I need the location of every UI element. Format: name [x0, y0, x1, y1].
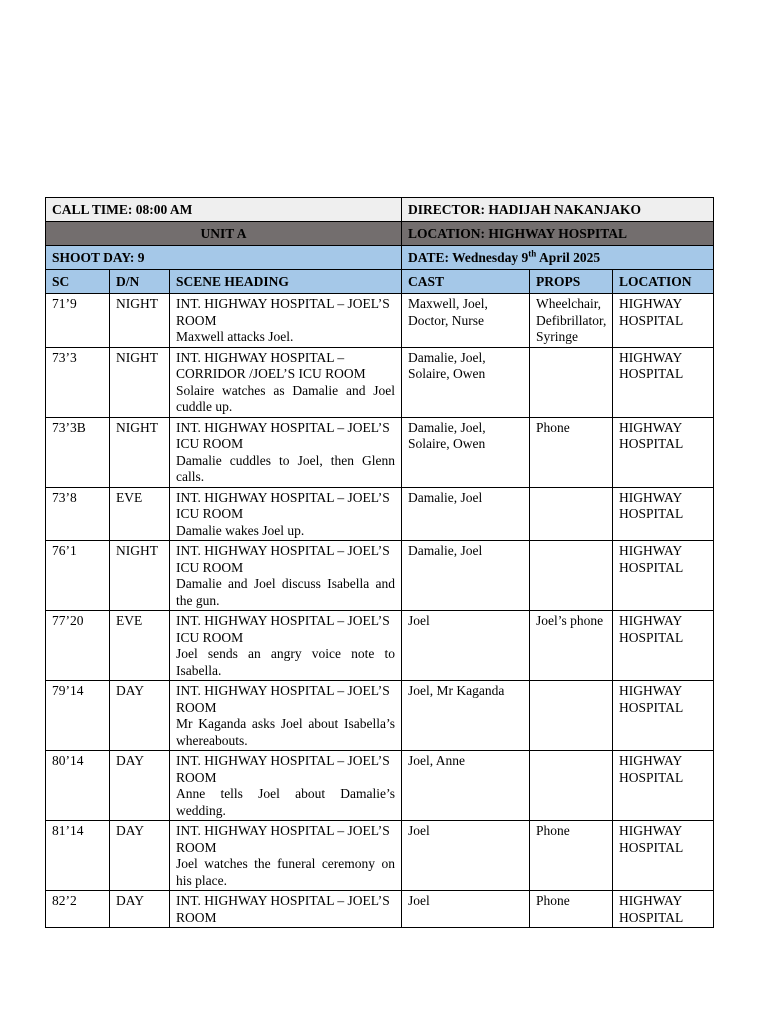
cast: Joel, Anne [402, 751, 530, 821]
scene-heading [170, 751, 402, 821]
scene-heading-title: INT. HIGHWAY HOSPITAL – JOEL’S ROOM [176, 296, 390, 328]
cast: Joel [402, 821, 530, 891]
scene-heading [170, 294, 402, 348]
scene-number: 81’14 [46, 821, 110, 891]
scene-heading-title: INT. HIGHWAY HOSPITAL – JOEL’S ICU ROOM [176, 613, 390, 645]
scene-heading-title: INT. HIGHWAY HOSPITAL – JOEL’S ICU ROOM [176, 543, 390, 575]
scene-number: 73’3 [46, 347, 110, 417]
col-header-cast: CAST [402, 270, 530, 294]
col-header-sc: SC [46, 270, 110, 294]
day-night: NIGHT [110, 541, 170, 611]
cast: Damalie, Joel, Solaire, Owen [402, 417, 530, 487]
location: HIGHWAY HOSPITAL [613, 487, 714, 541]
scene-heading-title: INT. HIGHWAY HOSPITAL – CORRIDOR /JOEL’S ICU ROOM [176, 349, 366, 381]
call-sheet-table [45, 197, 714, 928]
day-night: DAY [110, 891, 170, 928]
scene-heading [170, 347, 402, 417]
scene-heading [170, 891, 402, 928]
location: HIGHWAY HOSPITAL [613, 821, 714, 891]
location: HIGHWAY HOSPITAL [613, 891, 714, 928]
cast: Joel [402, 611, 530, 681]
cast: Damalie, Joel [402, 541, 530, 611]
props: Phone [530, 417, 613, 487]
location: HIGHWAY HOSPITAL [613, 294, 714, 348]
props [530, 541, 613, 611]
call-time-row [46, 198, 714, 222]
scene-heading [170, 611, 402, 681]
props: Phone [530, 891, 613, 928]
day-night: NIGHT [110, 347, 170, 417]
day-night: DAY [110, 751, 170, 821]
scene-description: Mr Kaganda asks Joel about Isabella’s whereabouts. [176, 716, 396, 748]
shoot-day: SHOOT DAY: 9 [46, 246, 402, 270]
scene-heading [170, 541, 402, 611]
scene-row [46, 347, 714, 417]
scene-description: Damalie cuddles to Joel, then Glenn calls. [176, 452, 396, 484]
col-header-scene-heading: SCENE HEADING [170, 270, 402, 294]
scene-description: Damalie and Joel discuss Isabella and the gun. [176, 576, 396, 608]
scene-description: Solaire watches as Damalie and Joel cuddle up. [176, 382, 396, 414]
scene-heading [170, 681, 402, 751]
shoot-date: DATE: Wednesday 9th April 2025 [402, 246, 714, 270]
scene-number: 77’20 [46, 611, 110, 681]
scene-heading-title: INT. HIGHWAY HOSPITAL – JOEL’S ROOM [176, 683, 390, 715]
scene-description: Joel sends an angry voice note to Isabella. [176, 646, 396, 678]
scene-heading [170, 487, 402, 541]
col-header-dn: D/N [110, 270, 170, 294]
scene-heading-title: INT. HIGHWAY HOSPITAL – JOEL’S ROOM [176, 893, 390, 925]
scene-number: 82’2 [46, 891, 110, 928]
scene-heading [170, 417, 402, 487]
cast: Joel, Mr Kaganda [402, 681, 530, 751]
column-header-row [46, 270, 714, 294]
day-night: EVE [110, 487, 170, 541]
shoot-day-row [46, 246, 714, 270]
scene-number: 76’1 [46, 541, 110, 611]
scene-description: Damalie wakes Joel up. [176, 522, 305, 538]
props [530, 347, 613, 417]
scene-row [46, 294, 714, 348]
props [530, 681, 613, 751]
scene-heading-title: INT. HIGHWAY HOSPITAL – JOEL’S ICU ROOM [176, 419, 390, 451]
location: HIGHWAY HOSPITAL [613, 541, 714, 611]
scene-row [46, 417, 714, 487]
scene-row [46, 821, 714, 891]
scene-heading-title: INT. HIGHWAY HOSPITAL – JOEL’S ROOM [176, 823, 390, 855]
scene-description: Maxwell attacks Joel. [176, 329, 294, 344]
scene-row [46, 541, 714, 611]
scene-heading-title: INT. HIGHWAY HOSPITAL – JOEL’S ICU ROOM [176, 489, 390, 521]
scene-row [46, 751, 714, 821]
unit: UNIT A [46, 222, 402, 246]
props [530, 487, 613, 541]
director: DIRECTOR: HADIJAH NAKANJAKO [402, 198, 714, 222]
props [530, 751, 613, 821]
day-night: DAY [110, 681, 170, 751]
scene-row [46, 487, 714, 541]
props: Phone [530, 821, 613, 891]
cast: Maxwell, Joel, Doctor, Nurse [402, 294, 530, 348]
scene-number: 80’14 [46, 751, 110, 821]
cast: Damalie, Joel, Solaire, Owen [402, 347, 530, 417]
scene-number: 79’14 [46, 681, 110, 751]
day-night: EVE [110, 611, 170, 681]
scene-number: 73’3B [46, 417, 110, 487]
props: Joel’s phone [530, 611, 613, 681]
day-night: NIGHT [110, 294, 170, 348]
location: HIGHWAY HOSPITAL [613, 751, 714, 821]
col-header-location: LOCATION [613, 270, 714, 294]
cast: Joel [402, 891, 530, 928]
scene-heading [170, 821, 402, 891]
day-night: NIGHT [110, 417, 170, 487]
col-header-props: PROPS [530, 270, 613, 294]
location: HIGHWAY HOSPITAL [613, 681, 714, 751]
scene-description: Joel watches the funeral ceremony on his place. [176, 856, 396, 888]
location-header: LOCATION: HIGHWAY HOSPITAL [402, 222, 714, 246]
location: HIGHWAY HOSPITAL [613, 611, 714, 681]
call-time: CALL TIME: 08:00 AM [46, 198, 402, 222]
scene-number: 71’9 [46, 294, 110, 348]
scene-row [46, 611, 714, 681]
scene-description: Anne tells Joel about Damalie’s wedding. [176, 786, 396, 818]
location: HIGHWAY HOSPITAL [613, 417, 714, 487]
cast: Damalie, Joel [402, 487, 530, 541]
day-night: DAY [110, 821, 170, 891]
props: Wheelchair, Defibrillator, Syringe [530, 294, 613, 348]
scene-row [46, 681, 714, 751]
call-sheet [45, 197, 713, 928]
location: HIGHWAY HOSPITAL [613, 347, 714, 417]
unit-row [46, 222, 714, 246]
scene-number: 73’8 [46, 487, 110, 541]
scene-heading-title: INT. HIGHWAY HOSPITAL – JOEL’S ROOM [176, 753, 390, 785]
scene-row [46, 891, 714, 928]
